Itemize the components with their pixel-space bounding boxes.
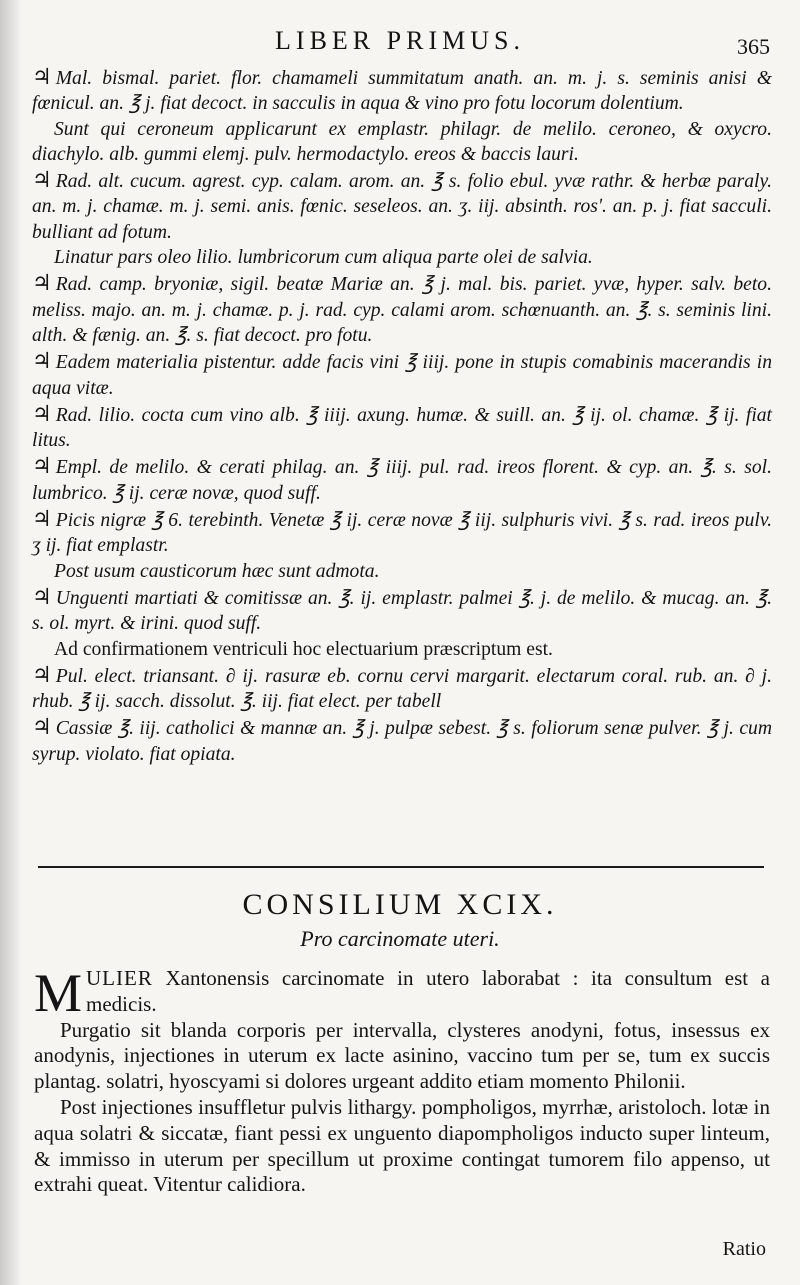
section-divider (38, 866, 764, 868)
recipe-symbol-icon: ♃ (32, 64, 52, 89)
running-title: LIBER PRIMUS. (275, 26, 525, 55)
prescription-paragraph: ♃ Rad. lilio. cocta cum vino alb. ℥ iiij. axung. humæ. & suill. an. ℥ ij. ol. chamæ. ℥ ij. fiat litus. (32, 400, 772, 452)
prescription-paragraph: ♃ Rad. alt. cucum. agrest. cyp. calam. arom. an. ℥ s. folio ebul. yvæ rathr. & herbæ paraly. an. m. j. chamæ. m. j. semi. anis. fœnic. seseleos. an. ʒ. iij. absinth. rosʹ. an. p. j. fiat sacculi. bulliant ad fotum. (32, 167, 772, 243)
prescription-paragraph: ♃ Mal. bismal. pariet. flor. chamameli summitatum anath. an. m. j. s. seminis anisi & fœnicul. an. ℥ j. fiat decoct. in sacculis in aqua & vino pro fotu locorum dolentium. (32, 64, 772, 115)
recipe-symbol-icon: ♃ (32, 453, 52, 479)
recipe-symbol-icon: ♃ (32, 270, 52, 296)
prescription-paragraph: ♃ Pul. elect. triansant. ∂ ij. rasuræ eb. cornu cervi margarit. electarum coral. rub. an. ∂ j. rhub. ℥ ij. sacch. dissolut. ℥. iij. fiat elect. per tabell (32, 661, 772, 713)
note-paragraph: Post usum causticorum hæc sunt admota. (54, 560, 380, 582)
recipe-symbol-icon: ♃ (32, 661, 52, 687)
consilium-subtitle: Pro carcinomate uteri. (300, 926, 500, 951)
recipe-symbol-icon: ♃ (32, 400, 52, 426)
opening-word: ULIER (86, 966, 153, 990)
prescription-paragraph: ♃ Empl. de melilo. & cerati philag. an. ℥ iiij. pul. rad. ireos florent. & cyp. an. ℥. s. sol. lumbrico. ℥ ij. ceræ novæ, quod suff. (32, 453, 772, 504)
recipe-symbol-icon: ♃ (32, 167, 52, 193)
page-number: 365 (737, 34, 770, 59)
consilium-body (34, 963, 771, 1198)
catchword: Ratio (722, 1238, 766, 1260)
recipe-symbol-icon: ♃ (32, 714, 52, 740)
note-paragraph: Sunt qui ceroneum applicarunt ex emplastr. philagr. de melilo. ceroneo, & oxycro. diachylo. alb. gummi elemj. pulv. hermodactylo. ereos & baccis lauri. (32, 118, 772, 165)
drop-cap: M (34, 963, 83, 1023)
body-paragraph: Purgatio sit blanda corporis per intervalla, clysteres anodyni, fotus, insessus ex anodynis, injectiones in uterum ex lacte asinino, vaccino tum per se, tum ex succis plantag. solatri, hyoscyami si dolores urgeant addito etiam momento Philonii. (34, 1017, 770, 1094)
note-paragraph: Linatur pars oleo lilio. lumbricorum cum aliqua parte olei de salvia. (54, 247, 593, 269)
prescription-paragraph: ♃ Eadem materialia pistentur. adde facis vini ℥ iiij. pone in stupis comabinis macerandis in aqua vitæ. (32, 348, 772, 399)
recipe-symbol-icon: ♃ (32, 583, 52, 609)
prescription-paragraph: ♃ Unguenti martiati & comitissæ an. ℥. ij. emplastr. palmei ℥. j. de melilo. & mucag. an. ℥. s. ol. myrt. & irini. quod suff. (32, 583, 772, 635)
body-paragraph: Post injectiones insuffletur pulvis lithargy. pompholigos, myrrhæ, aristoloch. lotæ in aqua solatri & siccatæ, fiant pessi ex unguento diapompholigos inducto super linteum, & immisso in uterum per specillum ut proxime contingat tumorem filo appenso, ut extrahi queat. Vitentur calidiora. (34, 1094, 770, 1197)
prescription-paragraph: ♃ Cassiæ ℥. iij. catholici & mannæ an. ℥ j. pulpæ sebest. ℥ s. foliorum senæ pulver. ℥ j. cum syrup. violato. fiat opiata. (32, 714, 772, 765)
note-paragraph: Ad confirmationem ventriculi hoc electuarium præscriptum est. (54, 638, 553, 660)
opening-paragraph: MULIER Xantonensis carcinomate in utero laborabat : ita consultum est a medicis. (34, 963, 771, 1023)
prescription-paragraph: ♃ Rad. camp. bryoniæ, sigil. beatæ Mariæ an. ℥ j. mal. bis. pariet. yvæ, hyper. salv. beto. meliss. majo. an. m. j. chamæ. p. j. rad. cyp. calami arom. schœnuanth. an. ℥. s. seminis lini. alth. & fænig. an. ℥. s. fiat decoct. pro fotu. (32, 270, 772, 346)
recipe-symbol-icon: ♃ (32, 506, 52, 532)
recipe-symbol-icon: ♃ (32, 348, 52, 374)
prescription-paragraph: ♃ Picis nigræ ℥ 6. terebinth. Venetæ ℥ ij. ceræ novæ ℥ iij. sulphuris vivi. ℥ s. rad. ireos pulv. ʒ ij. fiat emplastr. (32, 506, 772, 557)
prescription-list (32, 64, 772, 767)
consilium-heading: CONSILIUM XCIX. (242, 888, 558, 921)
